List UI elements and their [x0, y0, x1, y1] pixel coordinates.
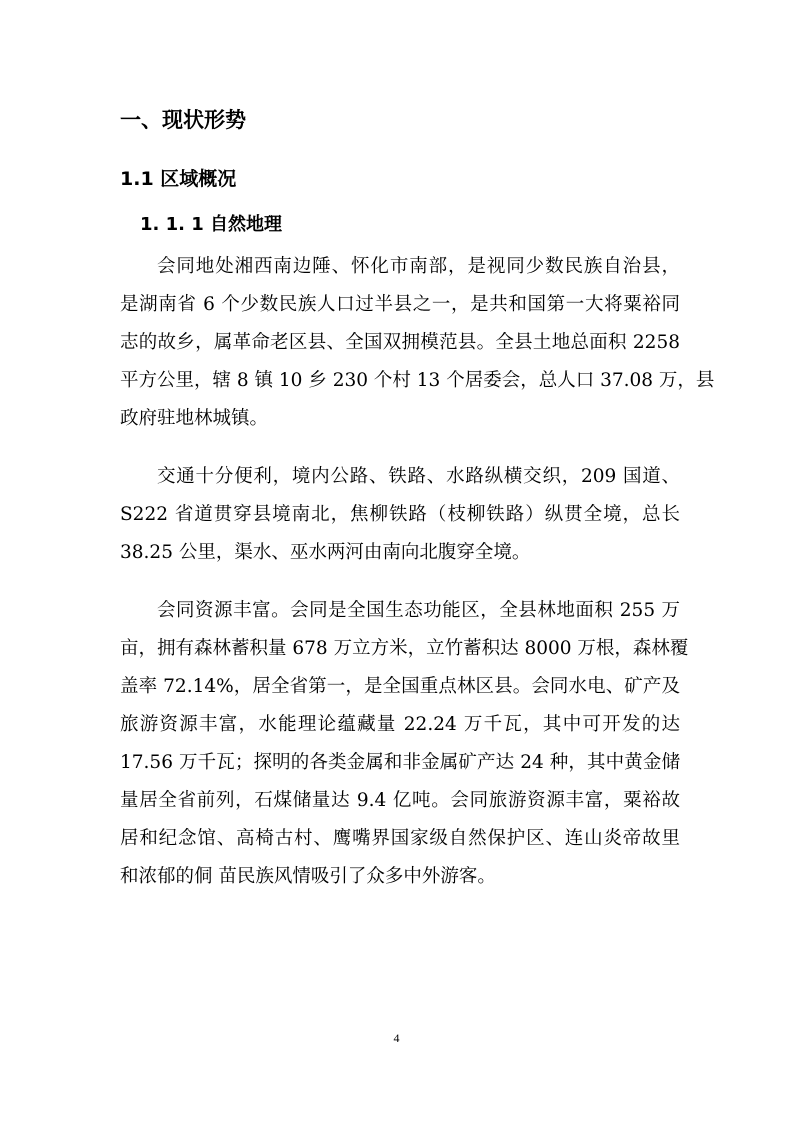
paragraph-3-line-1: 会同资源丰富。会同是全国生态功能区，全县林地面积 255 万 — [157, 600, 680, 621]
page-number: 4 — [393, 1031, 400, 1045]
paragraph-3-line-2: 亩，拥有森林蓄积量 678 万立方米，立竹蓄积达 8000 万根，森林覆 — [120, 638, 689, 659]
paragraph-3-line-7: 居和纪念馆、高椅古村、鹰嘴界国家级自然保护区、连山炎帝故里 — [120, 828, 680, 849]
paragraph-1-line-4: 平方公里，辖 8 镇 10 乡 230 个村 13 个居委会，总人口 37.08 万，县 — [120, 370, 715, 391]
paragraph-3-line-5: 17.56 万千瓦；探明的各类金属和非金属矿产达 24 种，其中黄金储 — [120, 752, 680, 773]
subsubsection-heading: 1. 1. 1 自然地理 — [140, 214, 283, 235]
paragraph-2-line-1: 交通十分便利，境内公路、铁路、水路纵横交织，209 国道、 — [157, 466, 680, 487]
section-heading: 一、现状形势 — [120, 108, 246, 132]
paragraph-1-line-2: 是湖南省 6 个少数民族人口过半县之一，是共和国第一大将粟裕同 — [120, 294, 680, 315]
paragraph-2-line-3: 38.25 公里，渠水、巫水两河由南向北腹穿全境。 — [120, 542, 531, 563]
paragraph-1-line-5: 政府驻地林城镇。 — [120, 408, 269, 429]
paragraph-3-line-6: 量居全省前列，石煤储量达 9.4 亿吨。会同旅游资源丰富，粟裕故 — [120, 790, 680, 811]
paragraph-1-line-1: 会同地处湘西南边陲、怀化市南部，是视同少数民族自治县， — [157, 256, 680, 277]
paragraph-1-line-3: 志的故乡，属革命老区县、全国双拥模范县。全县土地总面积 2258 — [120, 332, 680, 353]
paragraph-3-line-4: 旅游资源丰富，水能理论蕴藏量 22.24 万千瓦，其中可开发的达 — [120, 714, 680, 735]
paragraph-3-line-8: 和浓郁的侗 苗民族风情吸引了众多中外游客。 — [120, 866, 496, 887]
paragraph-2-line-2: S222 省道贯穿县境南北，焦柳铁路（枝柳铁路）纵贯全境，总长 — [120, 504, 680, 525]
subsection-heading: 1.1 区域概况 — [120, 168, 237, 190]
paragraph-3-line-3: 盖率 72.14%，居全省第一，是全国重点林区县。会同水电、矿产及 — [120, 676, 680, 697]
